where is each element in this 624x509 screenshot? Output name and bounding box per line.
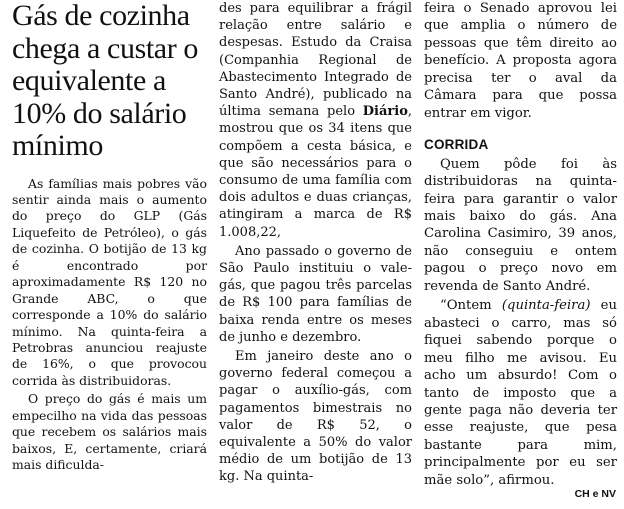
text-run: , mostrou que os 34 itens que compõem a cesta básica, e que são necessários para o consumo de uma família com dois adultos e duas crianças, atingiram a marca de R$ 1.008,22, <box>219 104 412 240</box>
text-run: eu abasteci o carro, mas só fiquei sabendo porque o meu filho me avisou. Eu acho um absurdo! Com o tanto de imposto que a gente paga não deveria ter esse reajuste, que pesa bastante para mim, principalmente por eu ser mãe solo”, afirmou. <box>424 298 617 488</box>
paragraph: feira o Senado aprovou lei que amplia o número de pessoas que têm direito ao benefício. A proposta agora precisa ter o aval da Câmara para que possa entrar em vigor. <box>424 1 617 121</box>
paragraph: Em janeiro deste ano o governo federal começou a pagar o auxílio-gás, com pagamentos bimestrais no valor de R$ 52, o equivalente a 50% do valor médio de um botijão de 13 kg. Na quinta- <box>219 349 412 485</box>
article-column-2 <box>219 0 412 486</box>
author-credit: CH e NV <box>574 488 616 500</box>
paragraph: Quem pôde foi às distribuidoras na quinta-feira para garantir o valor mais baixo do gás. Ana Carolina Casimiro, 39 anos, não conseguiu e ontem pagou o preço novo em revenda de Santo André. <box>424 156 617 294</box>
section-title: CORRIDA <box>424 137 489 153</box>
italic-aside: (quinta-feira) <box>501 298 591 314</box>
paragraph: O preço do gás é mais um empecilho na vida das pessoas que recebem os salários mais baixos, E, certamente, criará mais dificulda- <box>12 391 207 473</box>
headline: Gás de cozinha chega a custar o equivalente a 10% do salário mínimo <box>12 0 198 162</box>
newspaper-name: Diário <box>362 104 408 120</box>
text-run: “Ontem <box>440 298 502 314</box>
quote-paragraph <box>424 297 617 489</box>
paragraph: Ano passado o governo de São Paulo instituiu o vale-gás, que pagou três parcelas de R$ 100 para famílias de baixa renda entre os meses de junho e dezembro. <box>219 243 412 345</box>
article-column-3 <box>424 0 617 489</box>
paragraph <box>219 0 412 241</box>
article-column-1 <box>12 0 207 474</box>
text-run: des para equilibrar a frágil relação entre salário e despesas. Estudo da Craisa (Companhia Regional de Abastecimento Integrado de Santo André), publicado na última semana pelo <box>219 1 412 120</box>
paragraph: As famílias mais pobres vão sentir ainda mais o aumento do preço do GLP (Gás Liquefeito de Petróleo), o gás de cozinha. O botijão de 13 kg é encontrado por aproximadamente R$ 120 no Grande ABC, o que corresponde a 10% do salário mínimo. Na quinta-feira a Petrobras anunciou reajuste de 16%, o que provocou corrida às distribuidoras. <box>12 175 207 388</box>
